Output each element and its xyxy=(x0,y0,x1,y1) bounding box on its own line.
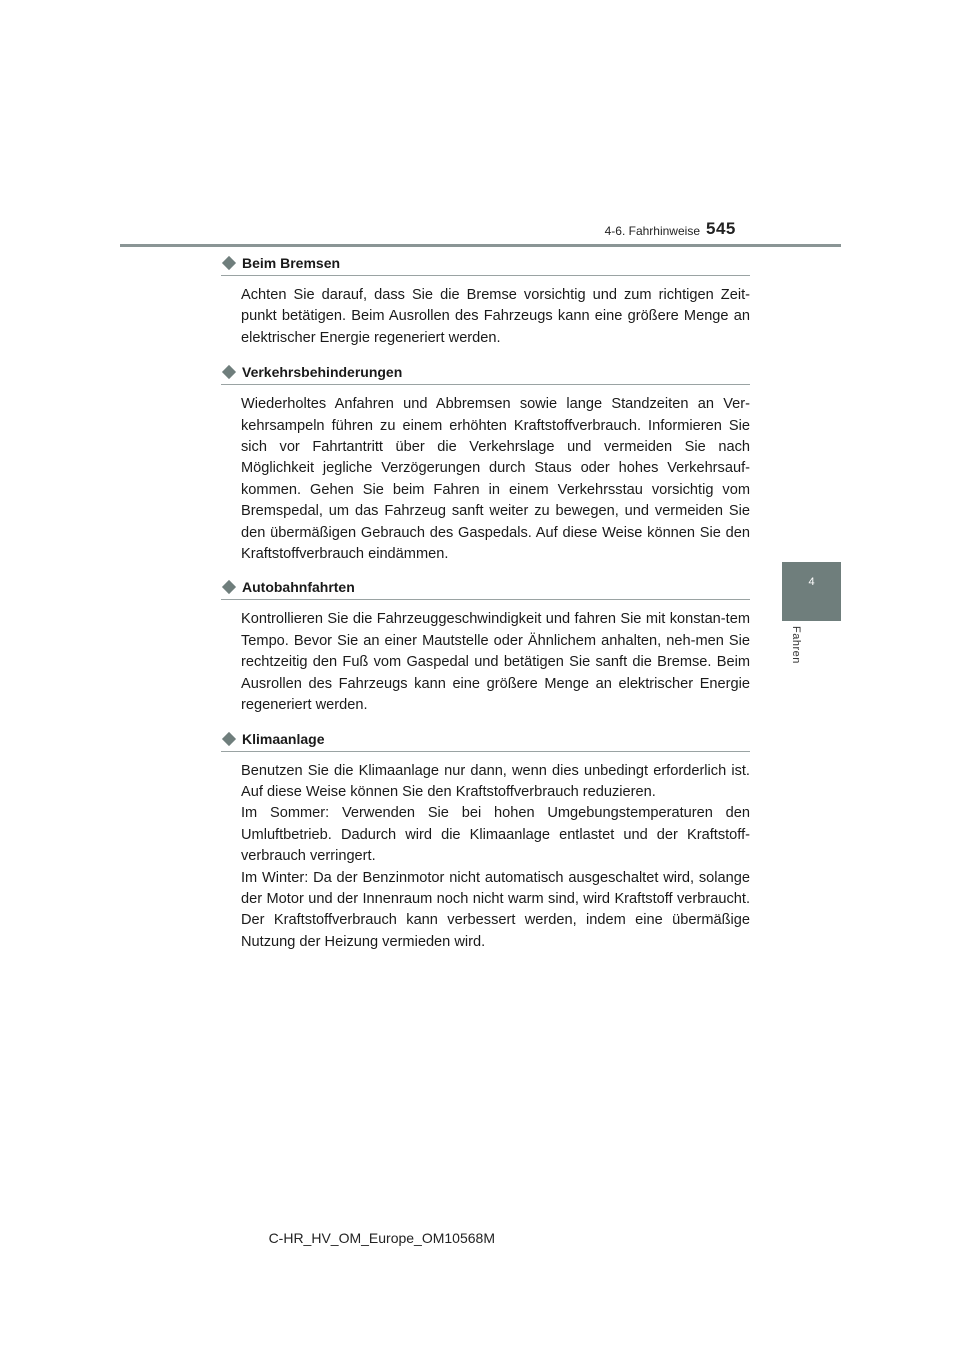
diamond-bullet-icon xyxy=(222,256,236,270)
body-paragraph: Benutzen Sie die Klimaanlage nur dann, wenn dies unbedingt erforderlich ist. Auf diese Weise können Sie den Kraftstoffverbrauch reduzieren. xyxy=(241,762,750,800)
heading-rule xyxy=(221,275,750,276)
page-content xyxy=(221,254,750,953)
chapter-number: 4 xyxy=(808,576,815,588)
chapter-label-text: Fahren xyxy=(790,626,802,664)
section-heading xyxy=(221,254,750,272)
diamond-bullet-icon xyxy=(222,731,236,745)
section-autobahnfahrten xyxy=(221,578,750,716)
section-heading-text: Klimaanlage xyxy=(242,730,325,747)
body-paragraph: Im Winter: Da der Benzinmotor nicht automatisch ausgeschaltet wird, solange der Motor und der Innenraum noch nicht warm sind, wird Kraftstoff verbraucht. Der Kraftstoffverbrauch kann verbessert werden, indem eine übermäßige Nutzung der Heizung vermieden wird. xyxy=(241,869,750,950)
body-paragraph: Achten Sie darauf, dass Sie die Bremse vorsichtig und zum richtigen Zeit-punkt betätigen. Beim Ausrollen des Fahrzeugs kann eine größere Menge an elektrischer Energie regeneriert werden. xyxy=(241,287,750,346)
section-body xyxy=(241,285,750,349)
section-heading-text: Autobahnfahrten xyxy=(242,579,355,596)
diamond-bullet-icon xyxy=(222,365,236,379)
body-paragraph: Wiederholtes Anfahren und Abbremsen sowie lange Standzeiten an Ver-kehrsampeln führen zu einem erhöhten Kraftstoffverbrauch. Informieren Sie sich vor Fahrtantritt über die Verkehrslage und vermeiden Sie nach Möglichkeit jegliche Verzögerungen durch Staus oder hohes Verkehrsauf-kommen. Gehen Sie beim Fahren in einem Verkehrsstau vorsichtig vom Bremspedal, um das Fahrzeug sanft weiter zu bewegen, und vermeiden Sie den übermäßigen Gebrauch des Gaspedals. Auf diese Weise können Sie den Kraftstoffverbrauch eindämmen. xyxy=(241,396,750,563)
header-rule xyxy=(120,244,841,247)
section-heading xyxy=(221,578,750,596)
diamond-bullet-icon xyxy=(222,580,236,594)
section-body xyxy=(241,761,750,954)
heading-rule xyxy=(221,751,750,752)
section-beim-bremsen xyxy=(221,254,750,349)
section-heading xyxy=(221,730,750,748)
document-code: C-HR_HV_OM_Europe_OM10568M xyxy=(268,1230,495,1246)
header-section-title: 4-6. Fahrhinweise xyxy=(604,224,700,238)
section-verkehrsbehinderungen xyxy=(221,363,750,565)
heading-rule xyxy=(221,599,750,600)
heading-rule xyxy=(221,384,750,385)
section-klimaanlage xyxy=(221,730,750,954)
chapter-tab xyxy=(782,562,841,621)
body-paragraph: Im Sommer: Verwenden Sie bei hohen Umgebungstemperaturen den Umluftbetrieb. Dadurch wird die Klimaanlage entlastet und der Kraftstoff-verbrauch verringert. xyxy=(241,805,750,865)
body-paragraph: Kontrollieren Sie die Fahrzeuggeschwindigkeit und fahren Sie mit konstan-tem Tempo. Bevor Sie an einer Mautstelle oder Ähnlichem anhalten, neh-men Sie rechtzeitig den Fuß vom Gaspedal und betätigen Sie sanft die Bremse. Beim Ausrollen des Fahrzeugs kann eine größere Menge an elektrischer Energie regeneriert werden. xyxy=(241,611,750,714)
section-heading-text: Beim Bremsen xyxy=(242,255,341,271)
section-body xyxy=(241,394,750,565)
section-heading xyxy=(221,363,750,381)
section-body xyxy=(241,609,750,716)
page-number: 545 xyxy=(706,219,736,238)
section-heading-text: Verkehrsbehinderungen xyxy=(242,364,403,381)
chapter-label xyxy=(790,626,804,686)
